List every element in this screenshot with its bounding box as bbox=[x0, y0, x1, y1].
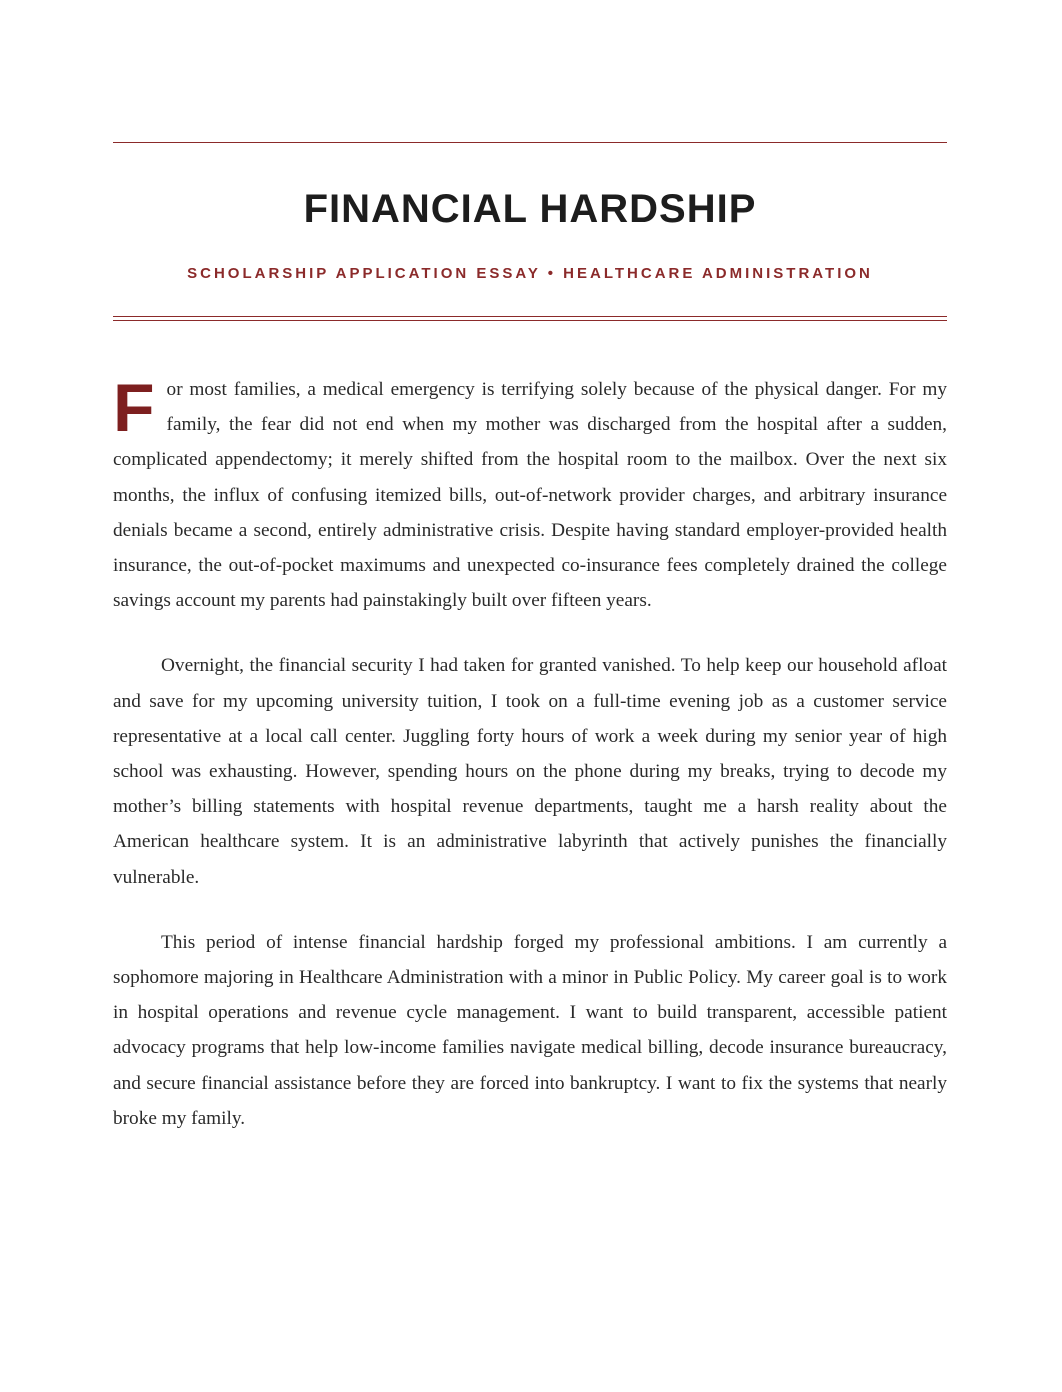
page-subtitle: SCHOLARSHIP APPLICATION ESSAY • HEALTHCARE ADMINISTRATION bbox=[187, 265, 873, 282]
essay-body bbox=[113, 372, 947, 1166]
paragraph-2: Overnight, the financial security I had taken for granted vanished. To help keep our household afloat and save for my upcoming university tuition, I took on a full-time evening job as a customer service representative at a local call center. Juggling forty hours of work a week during my senior year of high school was exhausting. However, spending hours on the phone during my breaks, trying to decode my mother’s billing statements with hospital revenue departments, taught me a harsh reality about the American healthcare system. It is an administrative labyrinth that actively punishes the financially vulnerable. bbox=[113, 655, 947, 888]
header-divider-lower bbox=[113, 320, 947, 321]
paragraph-3: This period of intense financial hardship forged my professional ambitions. I am currently a sophomore majoring in Healthcare Administration with a minor in Public Policy. My career goal is to work in hospital operations and revenue cycle management. I want to build transparent, accessible patient advocacy programs that help low-income families navigate medical billing, decode insurance bureaucracy, and secure financial assistance before they are forced into bankruptcy. I want to fix the systems that nearly broke my family. bbox=[113, 931, 947, 1129]
top-divider bbox=[113, 142, 947, 143]
page-title: FINANCIAL HARDSHIP bbox=[303, 187, 757, 231]
header-divider-upper bbox=[113, 316, 947, 317]
paragraph-1 bbox=[113, 372, 947, 618]
paragraph-1-text: or most families, a medical emergency is terrifying solely because of the physical danger. For my family, the fear did not end when my mother was discharged from the hospital after a sudden, complicated appendectomy; it merely shifted from the hospital room to the mailbox. Over the next six months, the influx of confusing itemized bills, out-of-network provider charges, and arbitrary insurance denials became a second, entirely administrative crisis. Despite having standard employer-provided health insurance, the out-of-pocket maximums and unexpected co-insurance fees completely drained the college savings account my parents had painstakingly built over fifteen years. bbox=[113, 379, 947, 612]
drop-cap: F bbox=[113, 370, 155, 446]
